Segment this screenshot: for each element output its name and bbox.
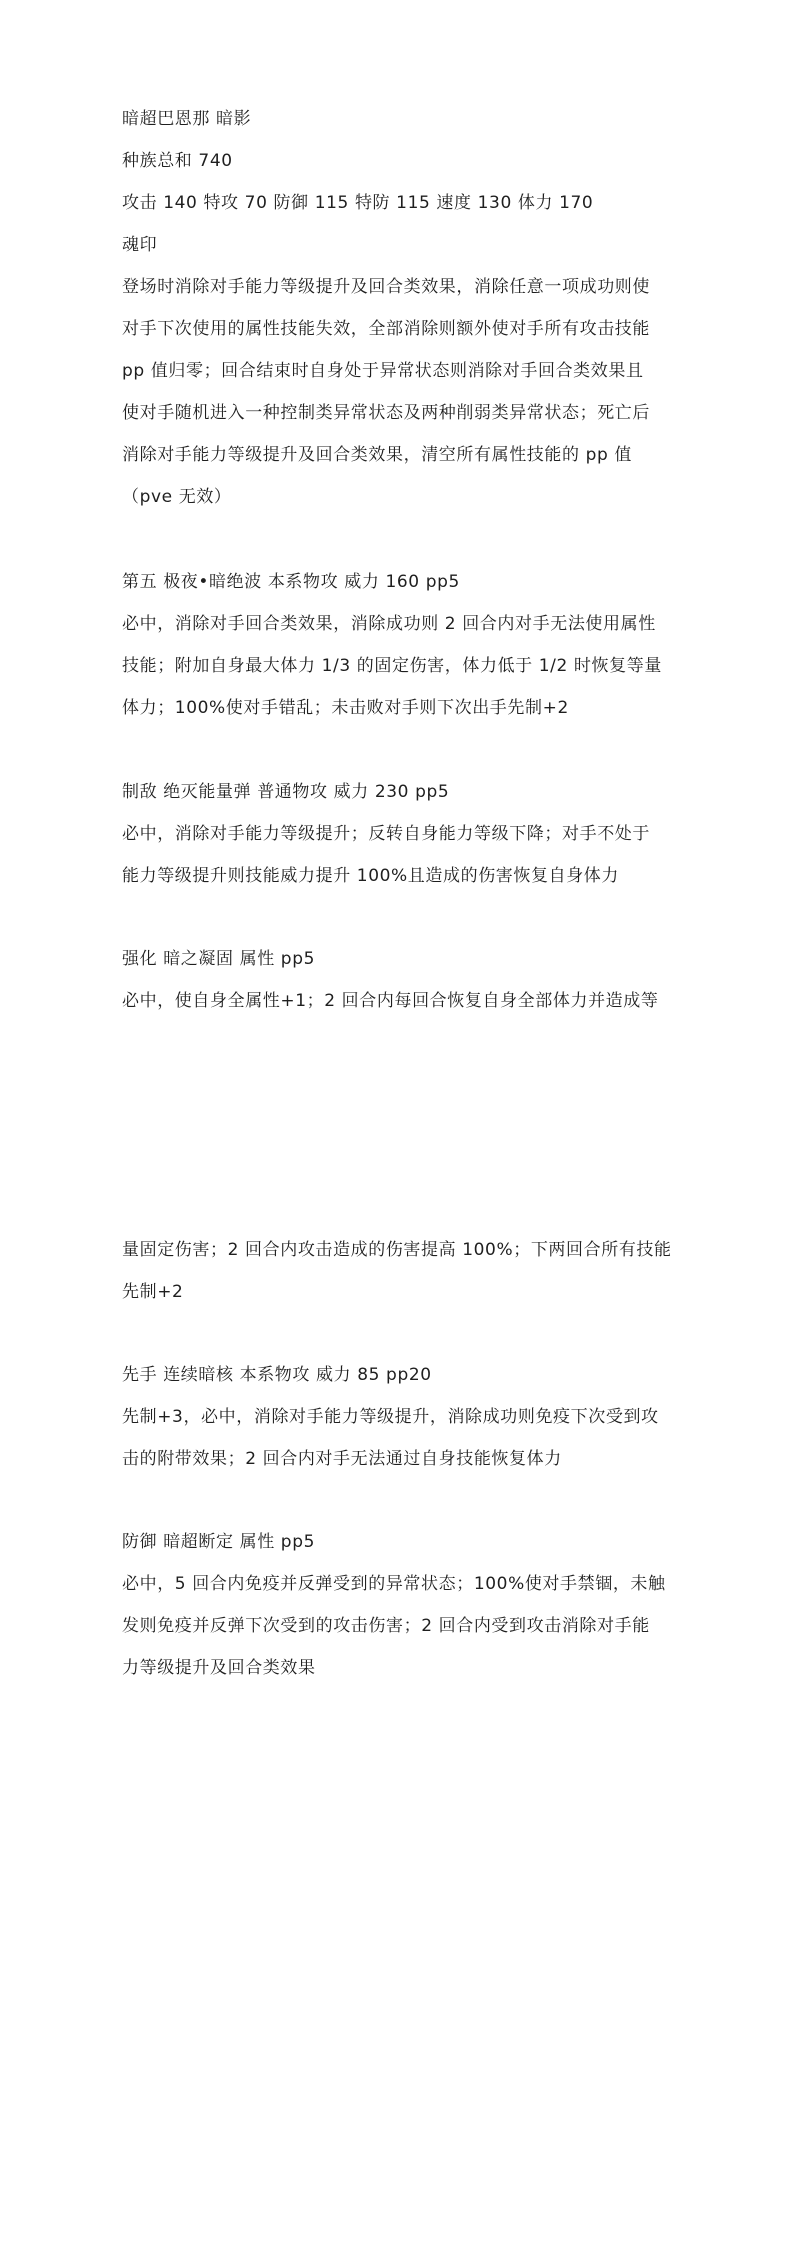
soul-text-line: （pve 无效）: [122, 487, 232, 507]
skill-header: 先手 连续暗核 本系物攻 威力 85 pp20: [122, 1365, 432, 1385]
skill-header: 第五 极夜•暗绝波 本系物攻 威力 160 pp5: [122, 572, 460, 592]
skill-desc-line: 体力；100%使对手错乱；未击败对手则下次出手先制+2: [122, 698, 569, 718]
skill-desc-line: 技能；附加自身最大体力 1/3 的固定伤害，体力低于 1/2 时恢复等量: [122, 656, 662, 676]
continued-line: 先制+2: [122, 1282, 184, 1302]
skill-header: 制敌 绝灭能量弹 普通物攻 威力 230 pp5: [122, 782, 450, 802]
continued-text-block: [122, 1229, 682, 1313]
skill-block-fifth: [122, 561, 682, 729]
race-total-line: 种族总和 740: [122, 151, 233, 171]
skill-block-buff: [122, 938, 682, 1022]
soul-text-line: 使对手随机进入一种控制类异常状态及两种削弱类异常状态；死亡后: [122, 403, 650, 423]
soul-text-line: 登场时消除对手能力等级提升及回合类效果，消除任意一项成功则使: [122, 277, 650, 297]
pet-info-block: [122, 98, 682, 518]
skill-desc-line: 能力等级提升则技能威力提升 100%且造成的伤害恢复自身体力: [122, 866, 620, 886]
skill-desc-line: 发则免疫并反弹下次受到的攻击伤害；2 回合内受到攻击消除对手能: [122, 1616, 650, 1636]
continued-line: 量固定伤害；2 回合内攻击造成的伤害提高 100%；下两回合所有技能: [122, 1240, 672, 1260]
skill-block-defense: [122, 1521, 682, 1689]
skill-desc-line: 先制+3，必中，消除对手能力等级提升，消除成功则免疫下次受到攻: [122, 1407, 659, 1427]
soul-text-line: pp 值归零；回合结束时自身处于异常状态则消除对手回合类效果且: [122, 361, 644, 381]
skill-desc-line: 击的附带效果；2 回合内对手无法通过自身技能恢复体力: [122, 1449, 562, 1469]
stats-line: 攻击 140 特攻 70 防御 115 特防 115 速度 130 体力 170: [122, 193, 594, 213]
skill-desc-line: 必中，使自身全属性+1；2 回合内每回合恢复自身全部体力并造成等: [122, 991, 659, 1011]
skill-desc-line: 必中，5 回合内免疫并反弹受到的异常状态；100%使对手禁锢，未触: [122, 1574, 666, 1594]
skill-header: 防御 暗超断定 属性 pp5: [122, 1532, 316, 1552]
skill-desc-line: 必中，消除对手能力等级提升；反转自身能力等级下降；对手不处于: [122, 824, 650, 844]
skill-desc-line: 必中，消除对手回合类效果，消除成功则 2 回合内对手无法使用属性: [122, 614, 656, 634]
skill-desc-line: 力等级提升及回合类效果: [122, 1658, 316, 1678]
pet-name-line: 暗超巴恩那 暗影: [122, 109, 252, 129]
skill-block-finisher: [122, 771, 682, 897]
soul-label: 魂印: [122, 235, 158, 255]
skill-header: 强化 暗之凝固 属性 pp5: [122, 949, 316, 969]
soul-text-line: 对手下次使用的属性技能失效，全部消除则额外使对手所有攻击技能: [122, 319, 650, 339]
soul-text-line: 消除对手能力等级提升及回合类效果，清空所有属性技能的 pp 值: [122, 445, 632, 465]
skill-block-priority: [122, 1354, 682, 1480]
